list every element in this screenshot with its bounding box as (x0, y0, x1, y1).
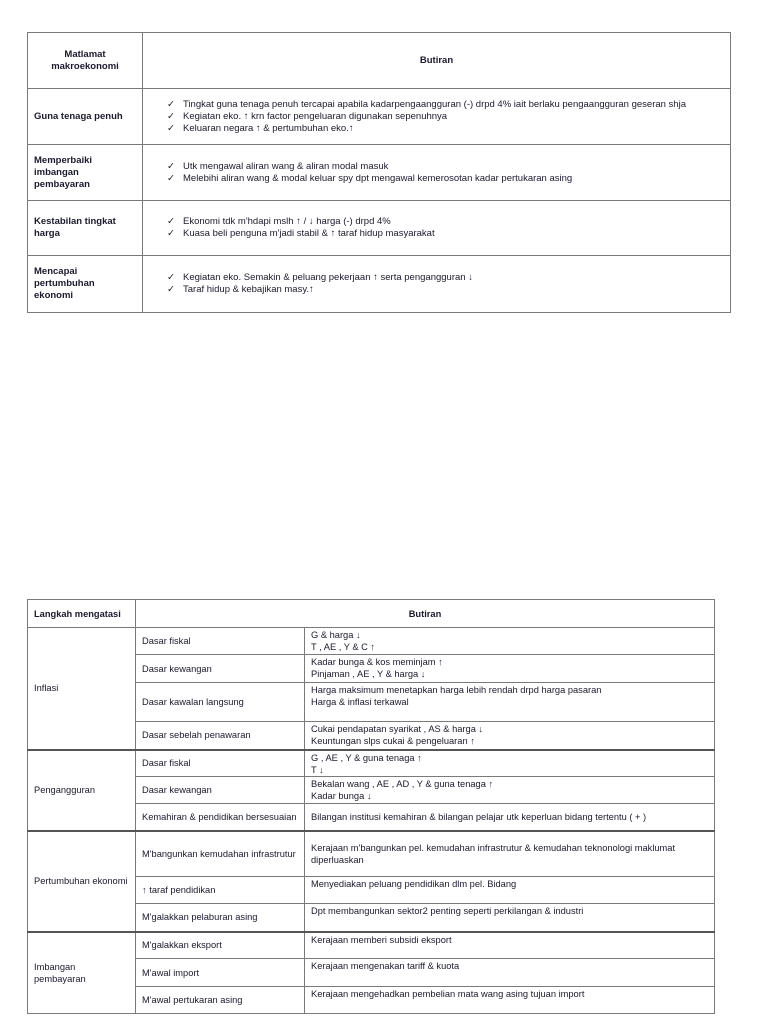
detail-cell (305, 804, 715, 831)
detail-text: Kegiatan eko. ↑ krn factor pengeluaran digunakan sepenuhnya (183, 110, 448, 122)
measure-cell: M'awal import (136, 959, 305, 987)
macroeconomic-goals-table (27, 32, 731, 313)
detail-line: Kerajaan mengenakan tariff & kuota (311, 961, 460, 971)
list-item (167, 272, 724, 284)
detail-cell (305, 831, 715, 877)
check-icon: ✓ (167, 216, 175, 227)
measure-cell: Dasar kewangan (136, 655, 305, 683)
remedial-measures-table (27, 599, 715, 1014)
detail-text: Keluaran negara ↑ & pertumbuhan eko.↑ (183, 122, 354, 134)
measure-cell: Dasar fiskal (136, 750, 305, 777)
detail-cell (305, 722, 715, 750)
goal-label: Memperbaiki imbangan pembayaran (28, 145, 143, 201)
table-row (28, 932, 715, 959)
measure-cell: M'galakkan pelaburan asing (136, 904, 305, 932)
detail-text: Kuasa beli penguna m'jadi stabil & ↑ taraf hidup masyarakat (183, 228, 435, 239)
list-item (167, 161, 724, 173)
detail-line: T ↓ (311, 764, 324, 775)
measure-cell: M'galakkan eksport (136, 932, 305, 959)
section-label: Inflasi (28, 628, 136, 750)
detail-line: Dpt membangunkan sektor2 penting seperti perkilangan & industri (311, 906, 584, 916)
goal-details (143, 89, 731, 145)
table1-header-details: Butiran (143, 33, 731, 89)
detail-cell (305, 655, 715, 683)
detail-list (149, 99, 724, 135)
list-item (167, 111, 724, 123)
detail-text: Tingkat guna tenaga penuh tercapai apabila kadarpengaangguran (-) drpd 4% iait berlaku pengaangguran geseran shja (183, 98, 686, 110)
check-icon: ✓ (167, 160, 175, 172)
table-row (28, 256, 731, 313)
table2-header-row (28, 600, 715, 628)
list-item (167, 99, 724, 111)
goal-label: Guna tenaga penuh (28, 89, 143, 145)
detail-line: Harga & inflasi terkawal (311, 697, 409, 707)
detail-cell (305, 683, 715, 722)
check-icon: ✓ (167, 122, 175, 134)
goal-label: Kestabilan tingkat harga (28, 201, 143, 256)
check-icon: ✓ (167, 110, 175, 122)
table1-header-row (28, 33, 731, 89)
table-row (28, 628, 715, 655)
goal-label: Mencapai pertumbuhan ekonomi (28, 256, 143, 313)
detail-line: Kerajaan memberi subsidi eksport (311, 934, 452, 945)
list-item (167, 284, 724, 296)
measure-cell: Dasar sebelah penawaran (136, 722, 305, 750)
detail-line: Menyediakan peluang pendidikan dlm pel. Bidang (311, 879, 517, 889)
measure-cell: M'awal pertukaran asing (136, 987, 305, 1014)
check-icon: ✓ (167, 272, 175, 283)
detail-line: Kerajaan m'bangunkan pel. kemudahan infrastrutur & kemudahan teknonologi maklumat diperluaskan (311, 842, 676, 865)
detail-text: Ekonomi tdk m'hdapi mslh ↑ / ↓ harga (-) drpd 4% (183, 216, 391, 227)
section-label: Pengangguran (28, 750, 136, 831)
detail-text: Melebihi aliran wang & modal keluar spy dpt mengawal kemerosotan kadar pertukaran asing (183, 172, 573, 184)
table1-header-goal: Matlamat makroekonomi (28, 33, 143, 89)
list-item (167, 216, 724, 228)
measure-cell: Dasar kewangan (136, 777, 305, 804)
detail-line: Cukai pendapatan syarikat , AS & harga ↓ (311, 724, 484, 734)
detail-line: Kadar bunga & kos meminjam ↑ (311, 657, 443, 667)
detail-line: G & harga ↓ (311, 630, 361, 640)
section-label: Pertumbuhan ekonomi (28, 831, 136, 932)
detail-line: Bilangan institusi kemahiran & bilangan pelajar utk keperluan bidang tertentu ( + ) (311, 811, 647, 822)
detail-line: Kerajaan mengehadkan pembelian mata wang asing tujuan import (311, 989, 585, 999)
detail-list (149, 161, 724, 185)
measure-cell: Dasar kawalan langsung (136, 683, 305, 722)
section-label: Imbangan pembayaran (28, 932, 136, 1014)
detail-list (149, 272, 724, 296)
detail-line: Keuntungan slps cukai & pengeluaran ↑ (311, 736, 475, 746)
check-icon: ✓ (167, 284, 175, 295)
table-row (28, 89, 731, 145)
detail-cell (305, 877, 715, 904)
detail-cell (305, 777, 715, 804)
detail-line: Bekalan wang , AE , AD , Y & guna tenaga ↑ (311, 779, 494, 789)
table2-header-measures: Langkah mengatasi (28, 600, 136, 628)
list-item (167, 228, 724, 240)
check-icon: ✓ (167, 172, 175, 184)
measure-cell: Kemahiran & pendidikan bersesuaian (136, 804, 305, 831)
detail-cell (305, 932, 715, 959)
detail-cell (305, 750, 715, 777)
goal-details (143, 256, 731, 313)
detail-text: Kegiatan eko. Semakin & peluang pekerjaan ↑ serta pengangguran ↓ (183, 272, 473, 283)
check-icon: ✓ (167, 98, 175, 110)
table-row (28, 831, 715, 877)
measure-cell: Dasar fiskal (136, 628, 305, 655)
list-item (167, 123, 724, 135)
table-row (28, 201, 731, 256)
check-icon: ✓ (167, 228, 175, 239)
detail-line: Pinjaman , AE , Y & harga ↓ (311, 669, 426, 679)
table-row (28, 750, 715, 777)
table2-header-details: Butiran (136, 600, 715, 628)
detail-list (149, 216, 724, 240)
detail-cell (305, 987, 715, 1014)
goal-details (143, 145, 731, 201)
measure-cell: M'bangunkan kemudahan infrastrutur (136, 831, 305, 877)
detail-cell (305, 959, 715, 987)
list-item (167, 173, 724, 185)
goal-details (143, 201, 731, 256)
detail-text: Utk mengawal aliran wang & aliran modal masuk (183, 160, 389, 172)
detail-cell (305, 904, 715, 932)
detail-line: Kadar bunga ↓ (311, 791, 372, 801)
measure-cell: ↑ taraf pendidikan (136, 877, 305, 904)
detail-line: G , AE , Y & guna tenaga ↑ (311, 752, 422, 763)
detail-cell (305, 628, 715, 655)
detail-line: Harga maksimum menetapkan harga lebih rendah drpd harga pasaran (311, 685, 602, 695)
detail-text: Taraf hidup & kebajikan masy.↑ (183, 284, 314, 295)
detail-line: T , AE , Y & C ↑ (311, 642, 376, 652)
table-row (28, 145, 731, 201)
